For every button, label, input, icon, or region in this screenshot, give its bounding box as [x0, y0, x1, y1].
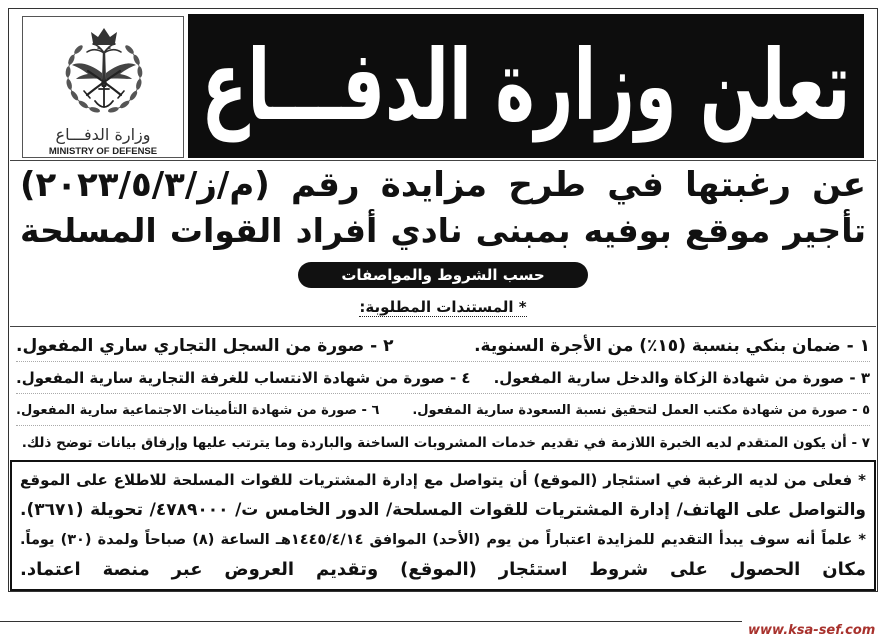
- crown-icon: [91, 28, 117, 45]
- conditions-badge: حسب الشروط والمواصفات: [298, 262, 588, 288]
- document-item: ٦ - صورة من شهادة التأمينات الاجتماعية سارية المفعول.: [16, 402, 380, 418]
- documents-heading: [318, 296, 568, 320]
- announcement-line-auction-number: عن رغبتها في طرح مزايدة رقم (م/ز/٢٠٢٣/٥/٣): [20, 165, 866, 205]
- website-watermark: www.ksa-sef.com: [748, 623, 876, 638]
- document-item: ٢ - صورة من السجل التجاري ساري المفعول.: [16, 336, 394, 356]
- logo-name-english: MINISTRY OF DEFENSE: [48, 146, 158, 157]
- document-item: ٤ - صورة من شهادة الانتساب للغرفة التجارية سارية المفعول.: [16, 369, 471, 387]
- ministry-logo: [22, 16, 184, 158]
- header-title: تعلن وزارة الدفـــاع: [201, 28, 851, 142]
- documents-divider: [10, 326, 876, 327]
- footer-divider: [0, 621, 742, 622]
- header-banner: [188, 14, 864, 158]
- palm-tree-icon: [87, 44, 121, 87]
- note-line: والتواصل على الهاتف/ إدارة المشتريات للقوات المسلحة/ الدور الخامس ت/ ٤٧٨٩٠٠٠/ تحويلة (٣٦٧١).: [20, 500, 866, 520]
- documents-heading-text: * المستندات المطلوبة:: [359, 298, 527, 316]
- note-line: مكان الحصول على شروط استئجار (الموقع) وتقديم العروض عبر منصة اعتماد.: [20, 559, 866, 580]
- note-line: * علماً أنه سوف يبدأ التقديم للمزايدة اعتباراً من يوم (الأحد) الموافق ١٤٤٥/٤/١٤هـ الساعة (٨) صباحاً ولمدة (٣٠) يوماً.: [20, 532, 866, 548]
- ministry-of-defense-emblem-icon: [54, 21, 154, 121]
- document-item: ١ - ضمان بنكي بنسبة (١٥٪) من الأجرة السنوية.: [474, 336, 870, 356]
- document-item: ٧ - أن يكون المتقدم لديه الخبرة اللازمة في تقديم خدمات المشروبات الساخنة والباردة وما يترتب عليها وإرفاق بيانات توضح ذلك.: [21, 434, 870, 451]
- header-divider: [10, 160, 876, 161]
- notes-box: [10, 460, 876, 591]
- document-item: ٥ - صورة من شهادة مكتب العمل لتحقيق نسبة السعودة سارية المفعول.: [412, 402, 870, 418]
- document-row: [16, 427, 870, 458]
- logo-name-arabic: وزارة الدفـــاع: [55, 125, 151, 144]
- document-row: [16, 395, 870, 426]
- note-line: * فعلى من لديه الرغبة في استئجار (الموقع) أن يتواصل مع إدارة المشتريات للقوات المسلحة للاطلاع على الموقع: [20, 471, 866, 489]
- announcement-line-subject: تأجير موقع بوفيه بمبنى نادي أفراد القوات المسلحة: [20, 211, 866, 250]
- document-item: ٣ - صورة من شهادة الزكاة والدخل سارية المفعول.: [493, 369, 870, 387]
- document-row: [16, 363, 870, 394]
- document-row: [16, 331, 870, 362]
